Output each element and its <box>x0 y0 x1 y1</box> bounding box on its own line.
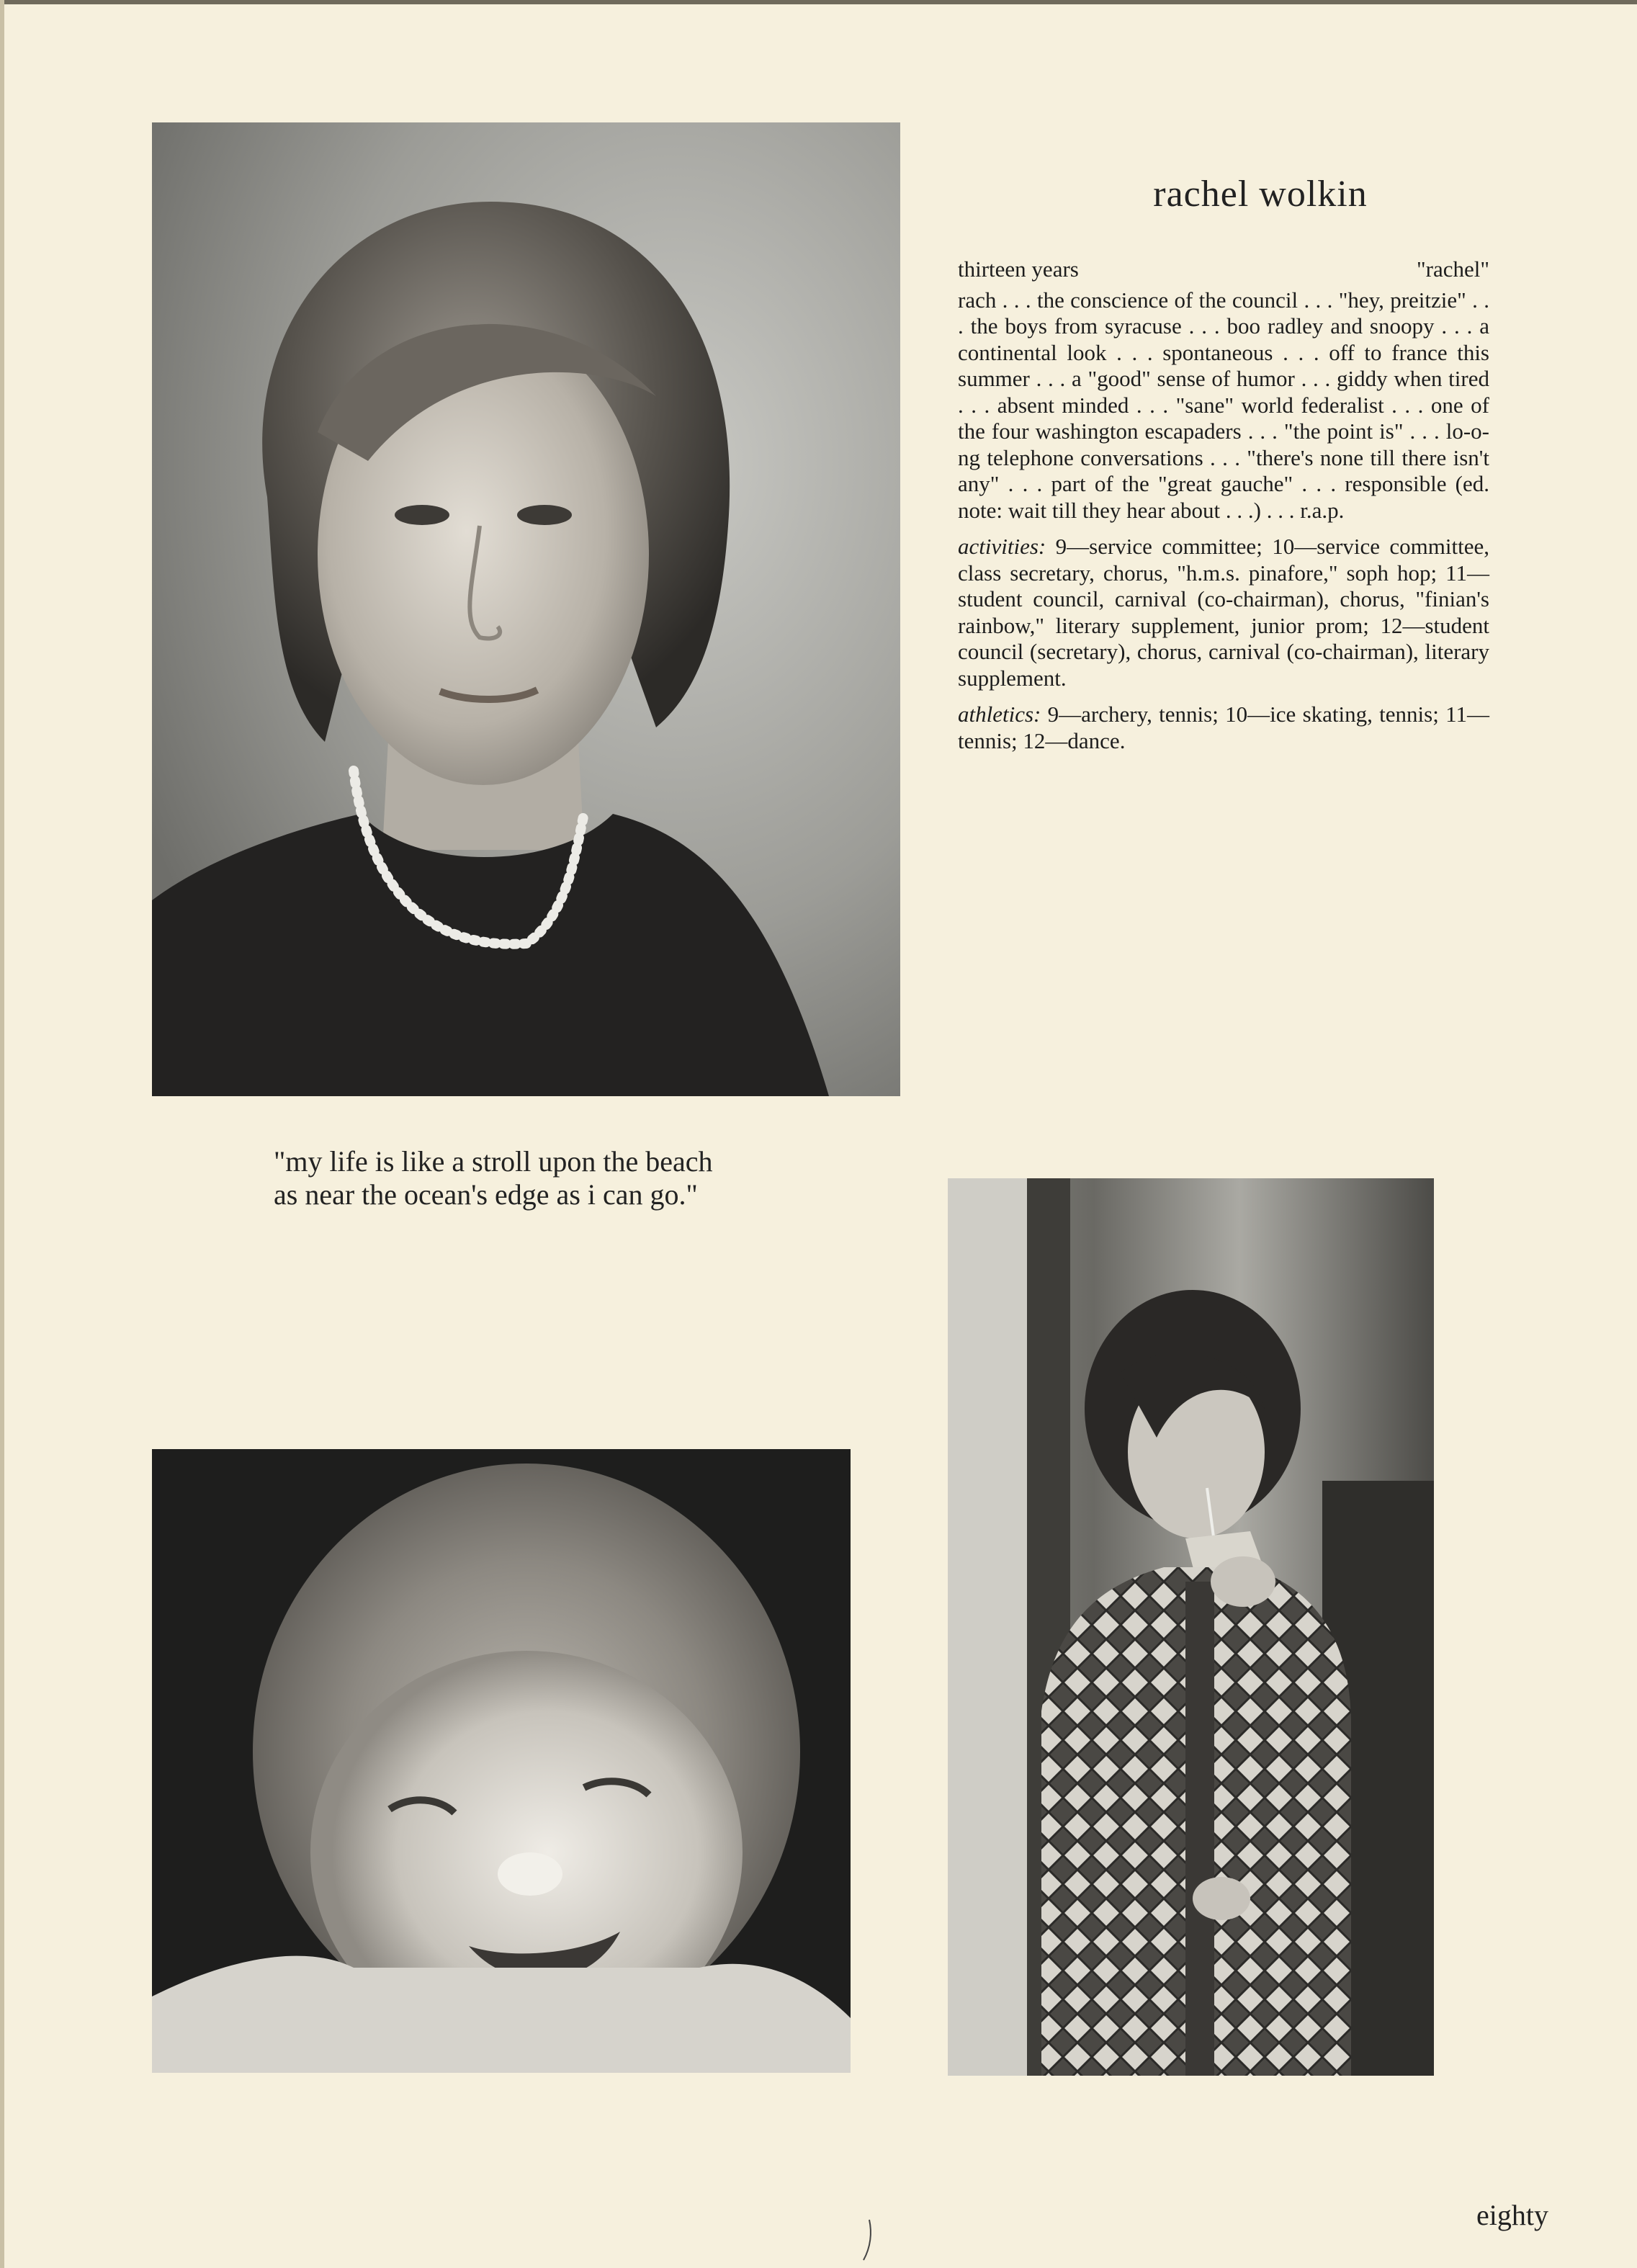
years-text: thirteen years <box>958 256 1079 282</box>
athletics-paragraph <box>958 702 1489 754</box>
student-name-heading: rachel wolkin <box>1153 174 1368 215</box>
page-left-edge <box>0 0 4 2268</box>
quote-line-2: as near the ocean's edge as i can go." <box>274 1178 698 1211</box>
activities-paragraph <box>958 534 1489 691</box>
pencil-mark-icon <box>861 2218 875 2262</box>
student-bio <box>958 256 1489 764</box>
page-number: eighty <box>1476 2199 1548 2231</box>
page-top-edge <box>0 0 1637 4</box>
athletics-label: athletics: <box>958 702 1041 727</box>
bio-description: rach . . . the conscience of the council . . . "hey, preitzie" . . . the boys from syracuse . . . boo radley and snoopy . . . a continental look . . . spontaneous . . . off to france this summer . . . a "good" sense of humor . . . giddy when tired . . . absent minded . . . "sane" world federalist . . . one of the four washington escapaders . . . "the point is" . . . lo-o-ng telephone conversations . . . "there's none till there isn't any" . . . part of the "great gauche" . . . responsible (ed. note: wait till they hear about . . .) . . . r.a.p. <box>958 287 1489 523</box>
senior-quote <box>274 1145 778 1211</box>
activities-label: activities: <box>958 534 1046 559</box>
bio-header-line <box>958 256 1489 283</box>
baby-photo <box>152 1449 851 2073</box>
quote-line-1: "my life is like a stroll upon the beach <box>274 1145 713 1178</box>
senior-portrait-photo <box>152 122 900 1096</box>
nickname-text: "rachel" <box>1416 256 1489 282</box>
athletics-text: 9—archery, tennis; 10—ice skating, tennis; 11—tennis; 12—dance. <box>958 702 1489 753</box>
activities-text: 9—service committee; 10—service committee, class secretary, chorus, "h.m.s. pinafore," soph hop; 11—student council, carnival (co-chairman), chorus, "finian's rainbow," literary supplement, junior prom; 12—student council (secretary), chorus, carnival (co-chairman), literary supplement. <box>958 534 1490 691</box>
candid-photo <box>948 1178 1434 2076</box>
